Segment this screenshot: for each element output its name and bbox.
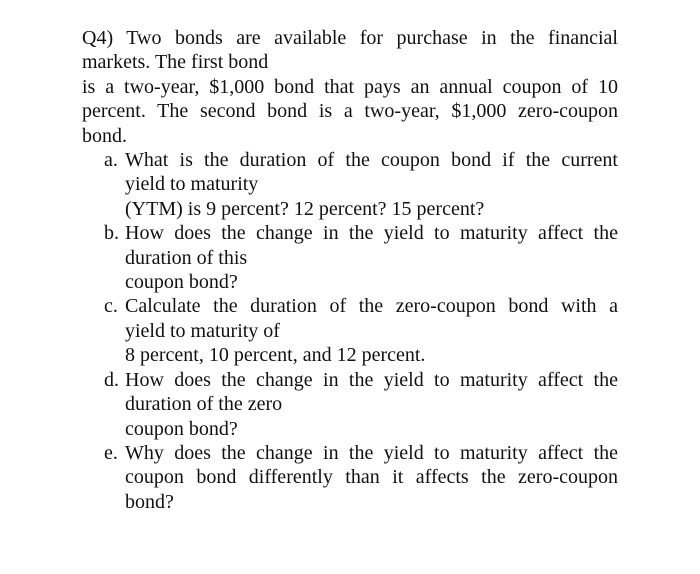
item-marker: e. <box>104 441 118 464</box>
sub-question-a <box>82 148 618 221</box>
item-marker: d. <box>104 368 119 391</box>
sub-question-d <box>82 368 618 441</box>
item-marker: b. <box>104 222 119 245</box>
question-stem <box>82 26 618 148</box>
item-line: Why does the change in the yield to maturity affect the <box>125 441 618 464</box>
question-line: Q4) Two bonds are available for purchase in the financial <box>82 27 618 49</box>
sub-question-list <box>82 148 618 514</box>
item-line: coupon bond? <box>125 271 238 294</box>
item-marker: c. <box>104 295 118 318</box>
item-line: Calculate the duration of the zero-coupon bond with a <box>125 295 618 318</box>
item-line: coupon bond? <box>125 417 238 440</box>
sub-question-c <box>82 294 618 367</box>
item-line: How does the change in the yield to maturity affect the <box>125 222 618 245</box>
item-line: coupon bond differently than it affects the zero-coupon <box>125 466 618 489</box>
item-line: What is the duration of the coupon bond if the current <box>125 149 618 172</box>
document-page <box>82 26 618 514</box>
item-line: yield to maturity <box>125 173 259 196</box>
item-line: (YTM) is 9 percent? 12 percent? 15 percent? <box>125 197 485 220</box>
item-line: duration of the zero <box>125 393 283 416</box>
question-line: percent. The second bond is a two-year, $1,000 zero-coupon <box>82 100 618 123</box>
item-line: bond? <box>125 490 174 513</box>
item-line: 8 percent, 10 percent, and 12 percent. <box>125 344 426 367</box>
item-marker: a. <box>104 149 118 172</box>
item-line: How does the change in the yield to maturity affect the <box>125 368 618 391</box>
question-line: bond. <box>82 124 127 147</box>
item-line: duration of this <box>125 246 248 269</box>
question-line: markets. The first bond <box>82 51 269 74</box>
item-line: yield to maturity of <box>125 319 280 342</box>
sub-question-b <box>82 221 618 294</box>
question-line: is a two-year, $1,000 bond that pays an annual coupon of 10 <box>82 75 618 98</box>
sub-question-e <box>82 441 618 514</box>
